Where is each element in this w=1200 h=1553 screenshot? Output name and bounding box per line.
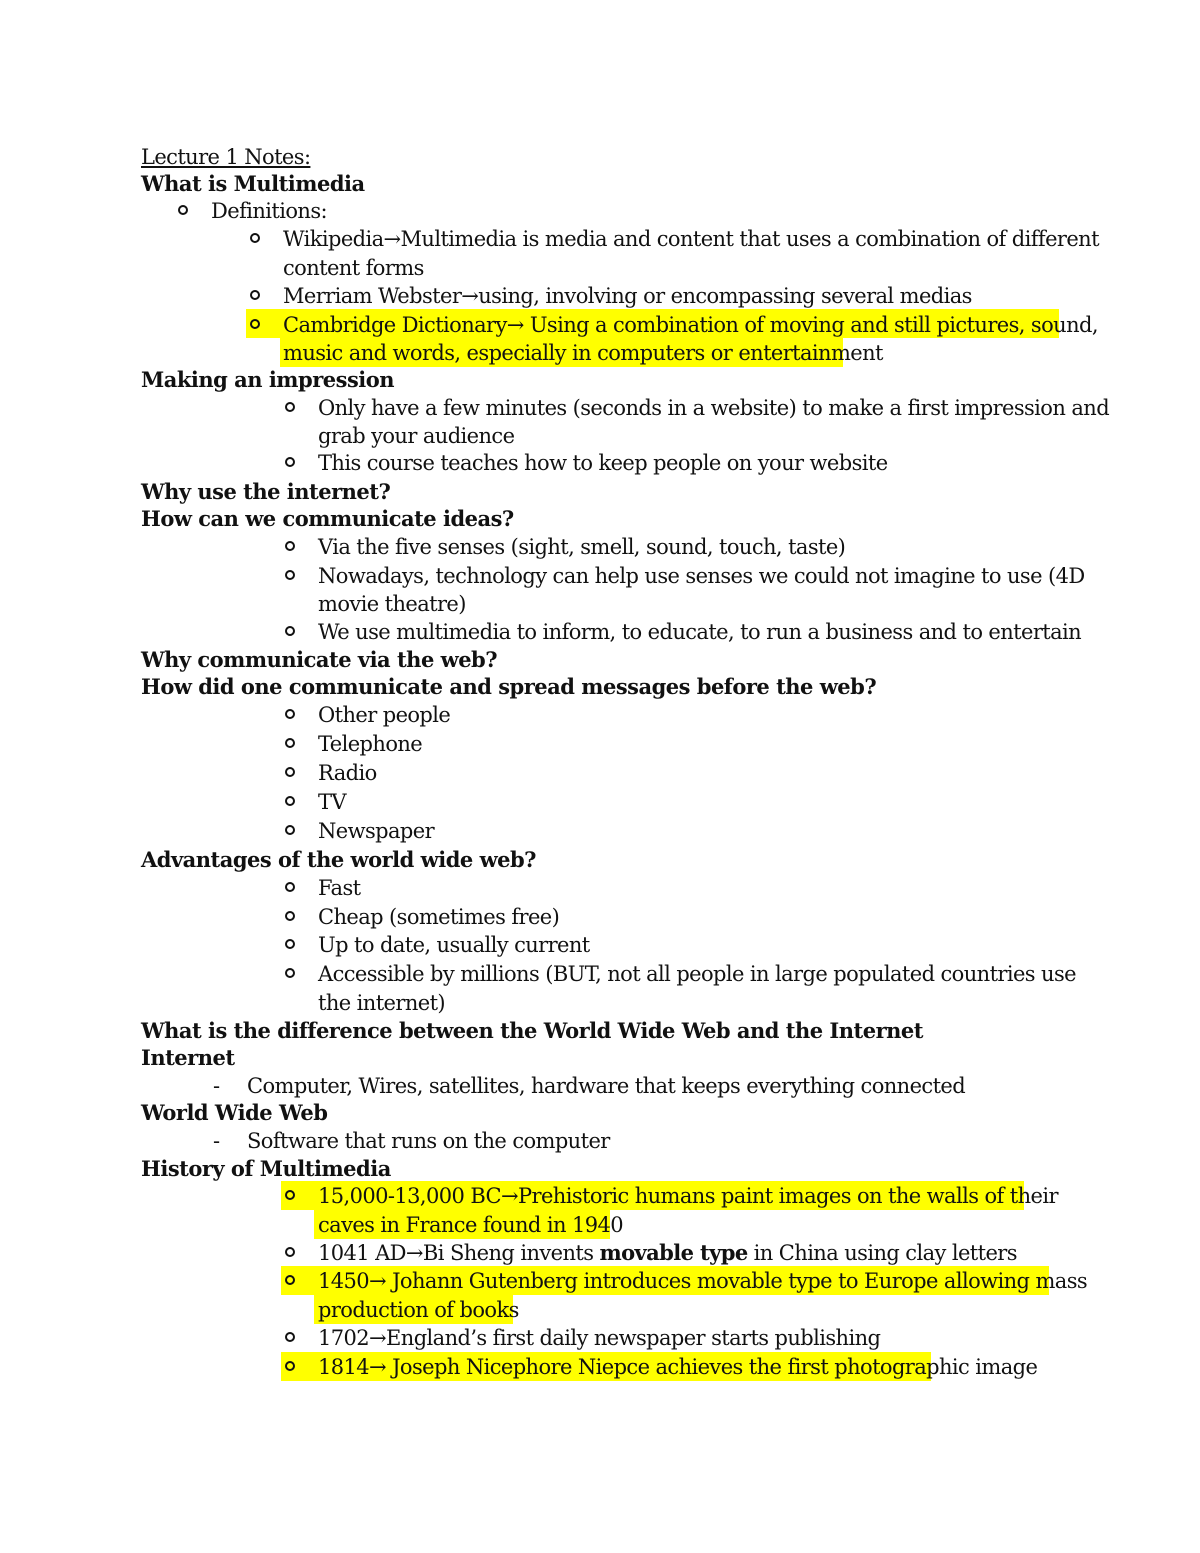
bullet-icon [285, 882, 295, 892]
before-web-item: TV [318, 790, 346, 814]
impression-item: Only have a few minutes (seconds in a website) to make a first impression and [318, 396, 1110, 420]
bullet-icon [285, 796, 295, 806]
history-text: in China using clay letters [747, 1241, 1017, 1265]
bullet-icon [285, 626, 295, 636]
heading-advantages: Advantages of the world wide web? [141, 847, 536, 872]
history-item [318, 1239, 1017, 1267]
advantage-item: Accessible by millions (BUT, not all people in large populated countries use [318, 962, 1076, 986]
history-text: 1814→ Joseph Nicephore Niepce achieves the first photographic [318, 1355, 970, 1379]
bullet-icon [285, 541, 295, 551]
heading-history: History of Multimedia [141, 1156, 391, 1181]
definition-wikipedia-cont: content forms [283, 256, 424, 280]
heading-how-communicate-ideas: How can we communicate ideas? [141, 506, 514, 531]
bullet-icon [285, 457, 295, 467]
heading-what-is-multimedia: What is Multimedia [141, 171, 365, 196]
bullet-icon [285, 709, 295, 719]
before-web-item: Radio [318, 761, 377, 785]
heading-difference: What is the difference between the World Wide Web and the Internet [141, 1018, 923, 1043]
dash-marker: - [213, 1074, 221, 1098]
bullet-icon [285, 1361, 295, 1371]
bullet-icon [285, 968, 295, 978]
before-web-item: Newspaper [318, 819, 435, 843]
ideas-item: Via the five senses (sight, smell, sound, touch, taste) [318, 535, 846, 559]
bullet-icon [178, 205, 188, 215]
advantage-item: Up to date, usually current [318, 933, 590, 957]
history-text: 1041 AD→Bi Sheng invents [318, 1241, 600, 1265]
dash-marker: - [213, 1129, 221, 1153]
history-text: image [969, 1355, 1038, 1379]
heading-why-use-internet: Why use the internet? [141, 479, 391, 504]
ideas-item-cont: movie theatre) [318, 592, 466, 616]
before-web-item: Other people [318, 703, 451, 727]
history-item [318, 1353, 1037, 1381]
bullet-icon [285, 1247, 295, 1257]
bullet-icon [250, 290, 260, 300]
page-title: Lecture 1 Notes: [141, 145, 311, 169]
bullet-icon [285, 939, 295, 949]
bullet-icon [285, 1190, 295, 1200]
definition-cambridge-cont: music and words, especially in computers or entertainment [283, 341, 883, 365]
bullet-icon [285, 767, 295, 777]
history-item-cont: caves in France found in 1940 [318, 1213, 624, 1237]
definitions-label: Definitions: [211, 199, 327, 223]
bullet-icon [285, 1332, 295, 1342]
history-item: 1702→England’s first daily newspaper starts publishing [318, 1326, 881, 1350]
before-web-item: Telephone [318, 732, 423, 756]
heading-why-communicate-web: Why communicate via the web? [141, 647, 498, 672]
ideas-item: Nowadays, technology can help use senses we could not imagine to use (4D [318, 564, 1085, 588]
www-item: Software that runs on the computer [247, 1129, 610, 1153]
definition-merriam-webster: Merriam Webster→using, involving or encompassing several medias [283, 284, 972, 308]
advantage-item-cont: the internet) [318, 991, 445, 1015]
advantage-item: Cheap (sometimes free) [318, 905, 560, 929]
bullet-icon [285, 402, 295, 412]
ideas-item: We use multimedia to inform, to educate, to run a business and to entertain [318, 620, 1082, 644]
bullet-icon [250, 319, 260, 329]
bullet-icon [285, 570, 295, 580]
definition-cambridge: Cambridge Dictionary→ Using a combination of moving and still pictures, sound, [283, 313, 1098, 337]
bullet-icon [285, 825, 295, 835]
heading-world-wide-web: World Wide Web [141, 1100, 328, 1125]
internet-item: Computer, Wires, satellites, hardware that keeps everything connected [247, 1074, 966, 1098]
heading-internet: Internet [141, 1045, 235, 1070]
history-bold-text: movable type [599, 1240, 748, 1265]
heading-making-an-impression: Making an impression [141, 367, 395, 392]
bullet-icon [285, 911, 295, 921]
bullet-icon [285, 1275, 295, 1285]
definition-wikipedia: Wikipedia→Multimedia is media and content that uses a combination of different [283, 227, 1099, 251]
impression-item-cont: grab your audience [318, 424, 515, 448]
history-item: 1450→ Johann Gutenberg introduces movable type to Europe allowing mass [318, 1269, 1088, 1293]
bullet-icon [285, 738, 295, 748]
heading-before-web: How did one communicate and spread messages before the web? [141, 674, 877, 699]
bullet-icon [250, 233, 260, 243]
advantage-item: Fast [318, 876, 361, 900]
impression-item: This course teaches how to keep people on your website [318, 451, 888, 475]
history-item: 15,000-13,000 BC→Prehistoric humans paint images on the walls of their [318, 1184, 1058, 1208]
history-item-cont: production of books [318, 1298, 519, 1322]
